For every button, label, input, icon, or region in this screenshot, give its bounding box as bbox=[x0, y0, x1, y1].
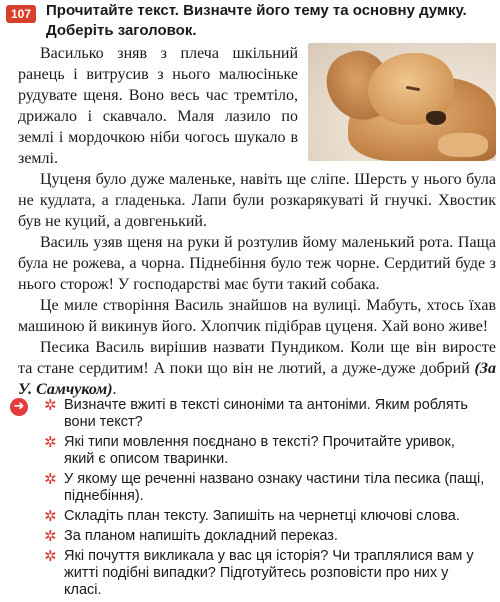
last-paragraph-text: Песика Василь вирішив назвати Пундиком. Коли ще він виросте та стане сердитим! А поки що він не лютий, а дуже-дуже добрий bbox=[18, 339, 496, 377]
text-paragraph: Песика Василь вирішив назвати Пундиком. Коли ще він виросте та стане сердитим! А поки що він не лютий, а дуже-дуже добрий (За У. Самчуком). bbox=[18, 339, 497, 398]
asterisk-bullet-icon: ✲ bbox=[44, 470, 57, 488]
exercise-task: Прочитайте текст. Визначте його тему та основну думку. Доберіть заголовок. bbox=[46, 2, 467, 39]
question-item: ✲ У якому ще реченні названо ознаку частини тіла песика (пащі, піднебіння). bbox=[44, 470, 485, 504]
questions-list bbox=[0, 397, 500, 602]
asterisk-bullet-icon: ✲ bbox=[44, 547, 57, 565]
text-source: (За У. Самчуком) bbox=[18, 360, 497, 398]
question-item: ✲ Які почуття викликала у вас ця історія? Чи траплялися вам у житті подібні випадки? Підготуйтесь розповісти про них у класі. bbox=[44, 547, 474, 598]
arrow-right-icon: ➜ bbox=[10, 398, 28, 416]
reading-text bbox=[18, 43, 496, 400]
question-item: ✲ Складіть план тексту. Запишіть на чернетці ключові слова. bbox=[44, 507, 460, 525]
exercise-number-badge: 107 bbox=[6, 5, 36, 23]
question-item: ✲ Визначте вжиті в тексті синоніми та антоніми. Яким роблять вони текст? bbox=[44, 396, 468, 430]
asterisk-bullet-icon: ✲ bbox=[44, 527, 57, 545]
text-paragraph: Василь узяв щеня на руки й розтулив йому маленький рота. Паща була не рожева, а чорна. Піднебіння було теж чорне. Сердитий буде з нього сторож! У господарстві має бути такий собака. bbox=[18, 234, 496, 293]
text-paragraph: Це миле створіння Василь знайшов на вулиці. Мабуть, хтось їхав машиною й викинув його. Хлопчик підібрав цуценя. Хай воно живе! bbox=[18, 297, 496, 335]
text-paragraph: Цуценя було дуже маленьке, навіть ще сліпе. Шерсть у нього була не кудлата, а гладенька. Лапи були розкарякуваті й гнучкі. Хвостик був не куций, а довгенький. bbox=[18, 171, 496, 230]
asterisk-bullet-icon: ✲ bbox=[44, 507, 57, 525]
asterisk-bullet-icon: ✲ bbox=[44, 433, 57, 451]
text-paragraph: Василько зняв з плеча шкільний ранець і витрусив з нього малюсіньке рудувате щеня. Воно весь час тремтіло, дрижало і скавчало. Маля лазило по землі і мордочкою ніби чогось шукало в землі. bbox=[18, 45, 298, 167]
question-item: ✲ Які типи мовлення поєднано в тексті? Прочитайте уривок, який є описом тваринки. bbox=[44, 433, 455, 467]
puppy-photo bbox=[308, 43, 496, 161]
asterisk-bullet-icon: ✲ bbox=[44, 396, 57, 414]
question-item: ✲ За планом напишіть докладний переказ. bbox=[44, 527, 338, 545]
